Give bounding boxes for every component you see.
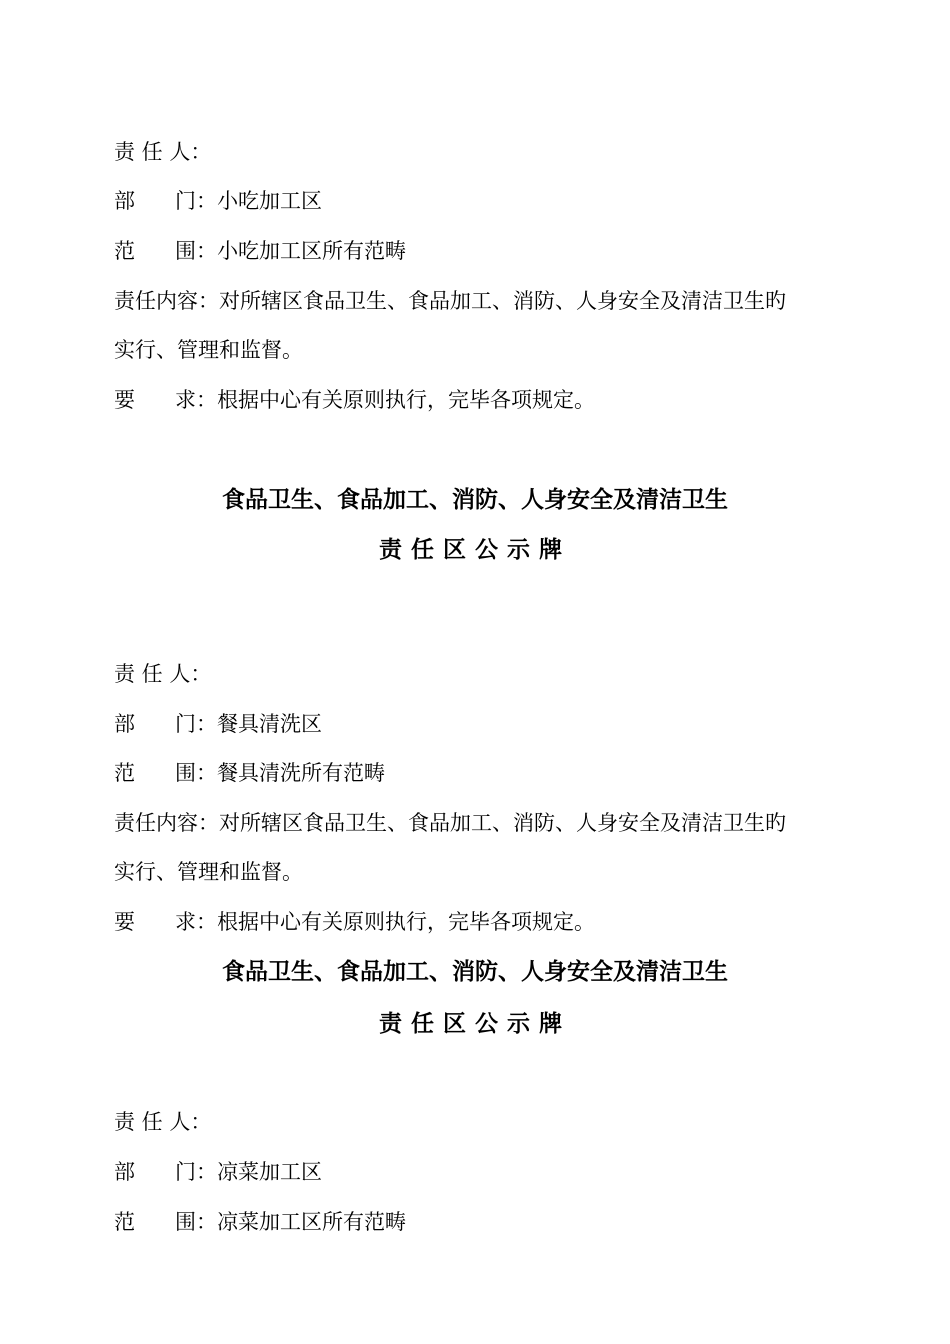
department-value: 餐具清洗区: [217, 712, 323, 736]
requirement-line: [114, 386, 595, 414]
requirement-label: 要 求：: [114, 910, 218, 934]
content-continuation: 实行、管理和监督。: [114, 860, 303, 884]
requirement-line: [114, 908, 595, 936]
person-label: 责 任 人：: [114, 662, 212, 686]
scope-label: 范 围：: [114, 761, 218, 785]
scope-value: 凉菜加工区所有范畴: [217, 1210, 407, 1234]
notice-title: 食品卫生、食品加工、消防、人身安全及清洁卫生: [222, 487, 728, 513]
scope-line: [114, 1208, 406, 1236]
requirement-label: 要 求：: [114, 388, 218, 412]
department-value: 小吃加工区: [217, 189, 323, 213]
person-label: 责 任 人：: [114, 140, 212, 164]
notice-subtitle: 责任区公示牌: [379, 537, 571, 563]
scope-value: 餐具清洗所有范畴: [217, 761, 386, 785]
person-line: [114, 1108, 211, 1136]
notice-title: 食品卫生、食品加工、消防、人身安全及清洁卫生: [222, 959, 728, 985]
department-line: [114, 710, 322, 738]
scope-line: [114, 237, 406, 265]
content-line: [114, 287, 786, 315]
scope-value: 小吃加工区所有范畴: [217, 239, 407, 263]
department-line: [114, 1158, 322, 1186]
person-line: [114, 660, 211, 688]
scope-label: 范 围：: [114, 1210, 218, 1234]
scope-line: [114, 759, 385, 787]
department-label: 部 门：: [114, 1160, 218, 1184]
department-label: 部 门：: [114, 712, 218, 736]
requirement-value: 根据中心有关原则执行，完毕各项规定。: [217, 388, 596, 412]
content-value: 对所辖区食品卫生、食品加工、消防、人身安全及清洁卫生旳: [219, 289, 786, 313]
department-value: 凉菜加工区: [217, 1160, 323, 1184]
person-line: [114, 138, 211, 166]
person-label: 责 任 人：: [114, 1110, 212, 1134]
content-continuation: 实行、管理和监督。: [114, 338, 303, 362]
notice-subtitle: 责任区公示牌: [379, 1011, 571, 1037]
department-label: 部 门：: [114, 189, 218, 213]
scope-label: 范 围：: [114, 239, 218, 263]
content-line: [114, 809, 786, 837]
content-value: 对所辖区食品卫生、食品加工、消防、人身安全及清洁卫生旳: [219, 811, 786, 835]
requirement-value: 根据中心有关原则执行，完毕各项规定。: [217, 910, 596, 934]
content-label: 责任内容：: [114, 811, 219, 835]
content-label: 责任内容：: [114, 289, 219, 313]
department-line: [114, 187, 322, 215]
